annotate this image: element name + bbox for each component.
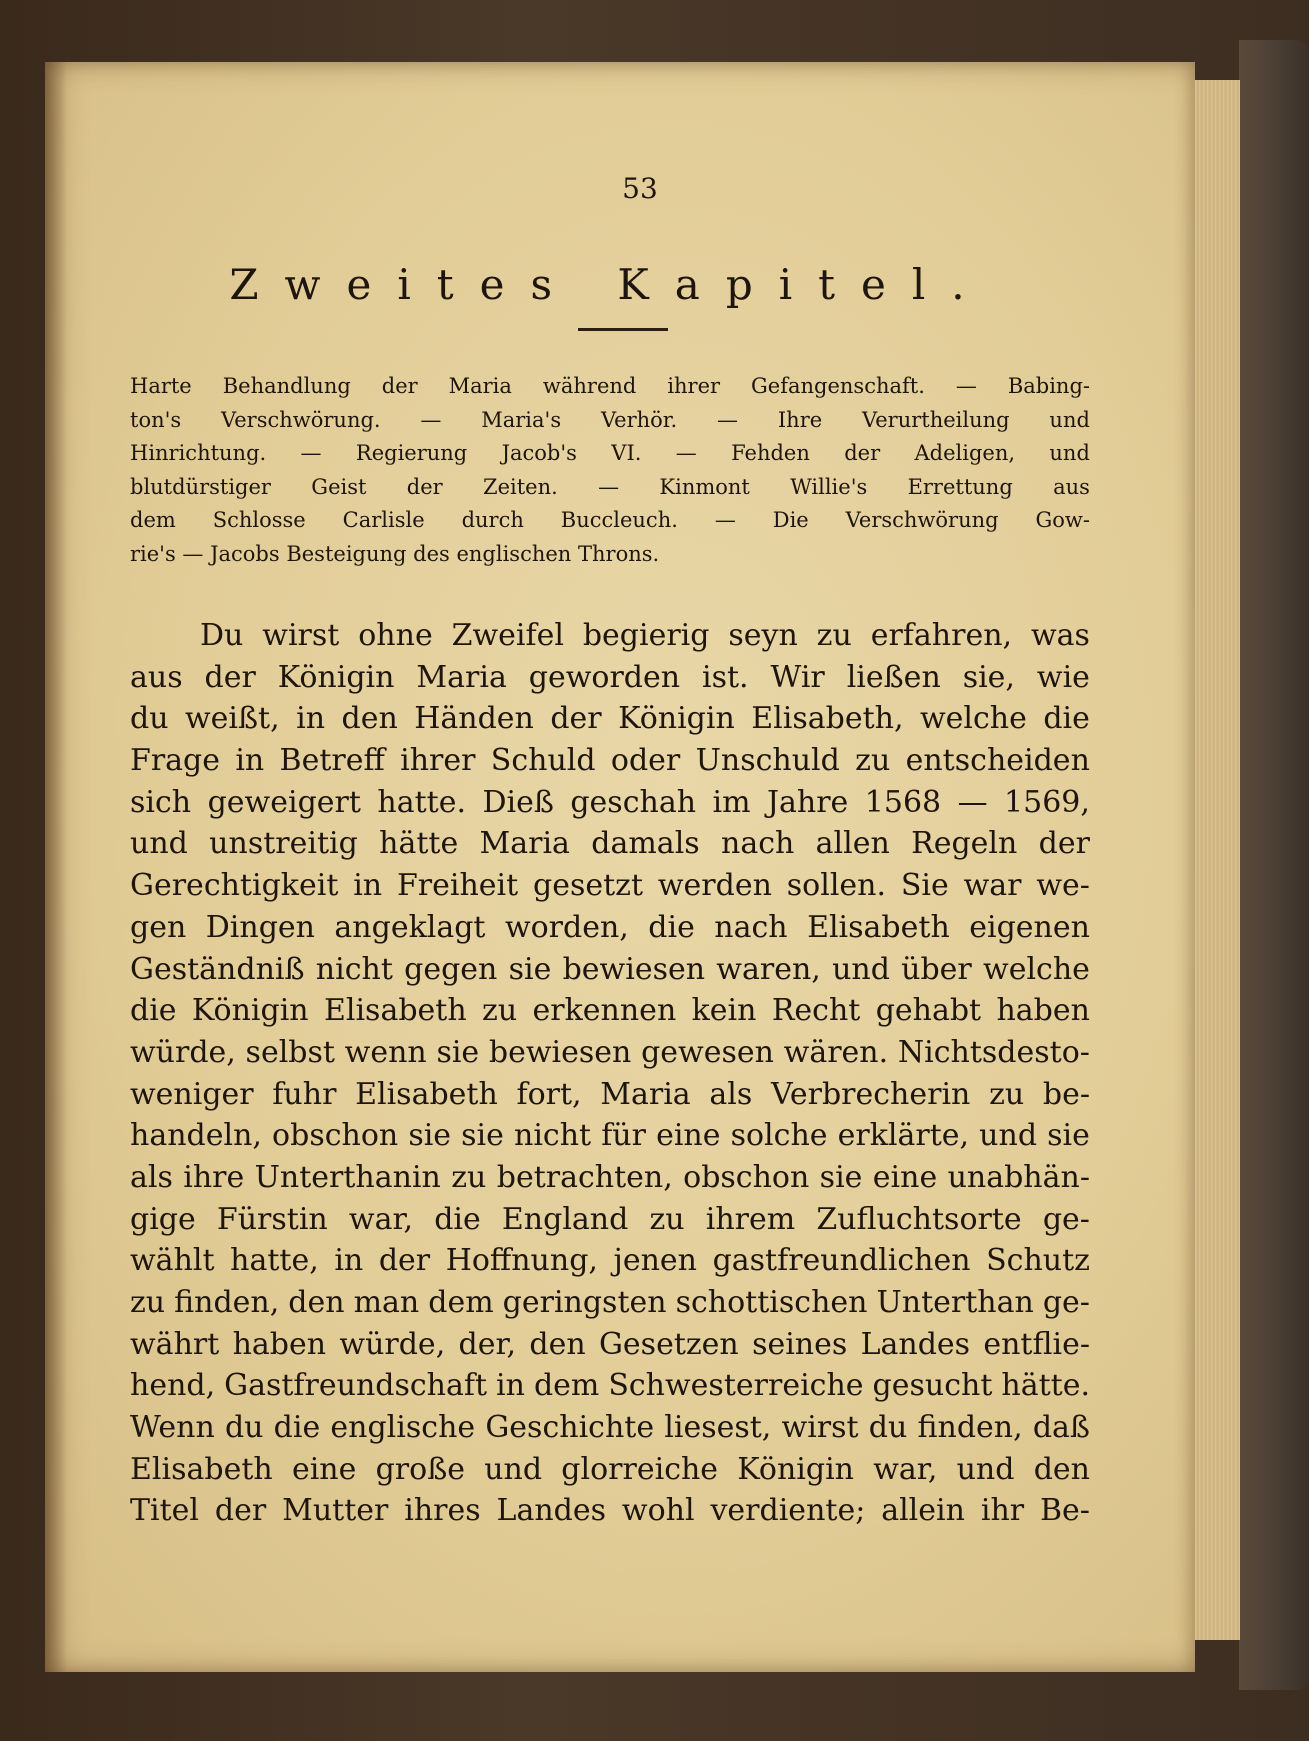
body-word: der bbox=[378, 1243, 431, 1279]
body-word: man bbox=[353, 1285, 420, 1320]
body-word: obschon bbox=[683, 1159, 810, 1195]
body-word: die bbox=[130, 993, 177, 1029]
chapter-summary bbox=[130, 370, 1090, 571]
body-word: du bbox=[130, 701, 169, 737]
body-word: selbst bbox=[245, 1034, 335, 1070]
summary-word: Kinmont bbox=[659, 474, 750, 499]
summary-word: VI. bbox=[611, 441, 642, 465]
summary-line: rie's — Jacobs Besteigung des englischen Throns. bbox=[130, 541, 660, 566]
body-word: wenn bbox=[344, 1034, 427, 1070]
body-word: ihres bbox=[404, 1493, 481, 1529]
body-word: Elisabeth, bbox=[751, 701, 904, 737]
body-word: nicht bbox=[315, 951, 393, 987]
body-word: zu bbox=[451, 1159, 487, 1195]
body-word: als bbox=[709, 1076, 753, 1112]
body-line bbox=[130, 865, 1090, 907]
body-word: Titel bbox=[130, 1493, 200, 1529]
body-word: wären. bbox=[783, 1034, 889, 1070]
body-word: hatte, bbox=[230, 1243, 319, 1279]
summary-word: — bbox=[714, 508, 736, 532]
body-word: in bbox=[235, 743, 265, 779]
body-line bbox=[130, 698, 1090, 740]
body-word: Zufluchtsorte bbox=[816, 1201, 1022, 1237]
body-word: Wenn bbox=[130, 1410, 215, 1446]
body-word: würde, bbox=[339, 1326, 446, 1362]
summary-word: — bbox=[420, 407, 442, 432]
body-word: den bbox=[529, 1326, 586, 1362]
body-word: war bbox=[963, 868, 1022, 904]
body-word: Dingen bbox=[205, 909, 315, 945]
body-word: gesetzt bbox=[533, 868, 644, 904]
body-word: worden, bbox=[504, 909, 629, 945]
summary-word: durch bbox=[461, 508, 524, 532]
summary-word: ihrer bbox=[667, 374, 721, 398]
body-word: Wir bbox=[770, 659, 825, 695]
body-word: zu bbox=[130, 1285, 166, 1320]
body-word: und bbox=[979, 1118, 1038, 1154]
body-word: nach bbox=[714, 909, 788, 945]
body-word: jenen bbox=[613, 1243, 697, 1279]
body-word: und bbox=[956, 1451, 1015, 1487]
body-line bbox=[130, 1449, 1090, 1491]
body-word: handeln, bbox=[130, 1118, 262, 1154]
body-word: Betreff bbox=[279, 743, 385, 779]
body-line bbox=[130, 1365, 1090, 1407]
body-line bbox=[130, 1199, 1090, 1241]
page-gutter-shadow bbox=[45, 62, 67, 1672]
summary-word: Verhör. bbox=[600, 407, 678, 432]
body-word: nach bbox=[721, 826, 795, 862]
body-word: Gesetzen bbox=[598, 1326, 739, 1362]
body-word: Maria bbox=[479, 826, 570, 862]
summary-word: während bbox=[542, 374, 637, 398]
body-word: we- bbox=[1036, 868, 1090, 904]
body-word: Freiheit bbox=[396, 868, 519, 904]
body-word: Mutter bbox=[282, 1493, 389, 1529]
body-word: glorreiche bbox=[561, 1451, 719, 1487]
summary-word: ton's bbox=[130, 407, 182, 432]
body-word: gewesen bbox=[641, 1034, 774, 1070]
summary-word: und bbox=[1049, 441, 1090, 465]
body-word: Du bbox=[200, 618, 244, 653]
summary-word: Ihre bbox=[777, 407, 823, 432]
body-word: unabhän- bbox=[947, 1159, 1090, 1195]
body-line bbox=[130, 1407, 1090, 1449]
body-word: eine bbox=[291, 1451, 357, 1487]
body-word: entscheiden bbox=[905, 743, 1090, 779]
body-word: die bbox=[648, 909, 695, 945]
body-word: Geständniß bbox=[130, 951, 305, 987]
summary-line bbox=[130, 370, 1090, 404]
summary-word: Behandlung bbox=[222, 374, 351, 398]
body-line bbox=[130, 1490, 1090, 1532]
body-word: damals bbox=[591, 826, 700, 862]
body-word: ihr bbox=[980, 1493, 1025, 1529]
body-word: seines bbox=[752, 1326, 848, 1362]
body-line bbox=[130, 1032, 1090, 1074]
body-word: wählt bbox=[130, 1243, 215, 1279]
body-line bbox=[130, 782, 1090, 824]
summary-line bbox=[130, 504, 1090, 538]
body-word: Geschichte bbox=[485, 1410, 655, 1446]
body-word: die bbox=[434, 1201, 481, 1237]
book-cover-edge bbox=[1239, 40, 1309, 1690]
body-word: werden bbox=[657, 868, 772, 904]
body-word: Nichtsdesto- bbox=[897, 1034, 1090, 1070]
summary-word: — bbox=[955, 374, 977, 398]
summary-word: — bbox=[717, 407, 739, 432]
body-word: solche bbox=[730, 1118, 828, 1154]
body-word: in bbox=[353, 868, 383, 904]
body-word: Unschuld bbox=[695, 743, 840, 779]
body-line bbox=[130, 1157, 1090, 1199]
body-word: haben bbox=[996, 993, 1090, 1029]
body-word: Landes bbox=[496, 1493, 607, 1529]
body-word: ohne bbox=[358, 618, 433, 653]
body-word: der bbox=[1038, 826, 1090, 862]
body-word: Königin bbox=[737, 1451, 855, 1487]
body-word: ge- bbox=[1042, 1201, 1090, 1237]
body-word: betrachten, bbox=[496, 1159, 673, 1195]
body-word: ließen bbox=[846, 659, 941, 695]
body-line bbox=[130, 990, 1090, 1032]
body-word: liesest, bbox=[664, 1410, 772, 1446]
body-word: Elisabeth bbox=[130, 1451, 273, 1487]
body-word: im bbox=[712, 784, 751, 820]
body-word: dem bbox=[533, 1368, 600, 1404]
body-word: Landes bbox=[860, 1326, 971, 1362]
summary-word: Buccleuch. bbox=[560, 508, 678, 532]
body-word: dem bbox=[428, 1285, 494, 1320]
body-word: Elisabeth bbox=[323, 993, 467, 1029]
body-word: der bbox=[550, 701, 602, 737]
body-word: der bbox=[214, 1493, 267, 1529]
body-word: Königin bbox=[618, 701, 735, 737]
body-word: Königin bbox=[277, 659, 395, 695]
body-word: fort, bbox=[516, 1076, 582, 1112]
body-line bbox=[130, 1324, 1090, 1366]
body-line bbox=[130, 740, 1090, 782]
body-word: Maria bbox=[416, 659, 507, 695]
summary-word: Maria bbox=[448, 374, 512, 398]
body-word: in bbox=[496, 1368, 525, 1404]
body-word: den bbox=[341, 701, 398, 737]
body-line bbox=[130, 907, 1090, 949]
body-word: aus bbox=[130, 659, 183, 695]
body-word: geweigert bbox=[207, 784, 361, 820]
body-word: Gastfreundschaft bbox=[224, 1368, 488, 1404]
body-word: welche bbox=[919, 701, 1027, 737]
body-word: erklärte, bbox=[837, 1118, 970, 1154]
body-word: gige bbox=[130, 1201, 196, 1237]
body-line bbox=[130, 1074, 1090, 1116]
body-word: Gerechtigkeit bbox=[130, 868, 339, 904]
summary-word: — bbox=[300, 441, 322, 465]
summary-word: Babing- bbox=[1007, 374, 1090, 398]
body-word: über bbox=[901, 951, 972, 987]
summary-word: und bbox=[1049, 407, 1090, 432]
body-word: obschon bbox=[272, 1118, 399, 1154]
body-word: begierig bbox=[582, 618, 710, 653]
body-word: zu bbox=[816, 618, 852, 653]
summary-line bbox=[130, 404, 1090, 438]
body-word: Zweifel bbox=[451, 618, 564, 653]
body-paragraph bbox=[130, 615, 1090, 1532]
body-word: wirst bbox=[781, 1410, 859, 1446]
page-number: 53 bbox=[622, 172, 658, 205]
body-line bbox=[130, 615, 1090, 657]
body-word: große bbox=[375, 1451, 465, 1487]
body-word: eine bbox=[656, 1118, 721, 1154]
body-word: 1568 bbox=[864, 784, 942, 820]
body-word: Elisabeth bbox=[807, 909, 950, 945]
body-word: sie bbox=[408, 1118, 452, 1154]
body-word: gesucht bbox=[872, 1368, 993, 1404]
body-word: welche bbox=[983, 951, 1090, 987]
body-word: Sie bbox=[900, 868, 949, 904]
body-word: Unterthan bbox=[876, 1285, 1034, 1320]
summary-word: Regierung bbox=[355, 441, 468, 465]
body-word: sie bbox=[461, 1118, 504, 1154]
body-word: waren, bbox=[716, 951, 821, 987]
body-word: weniger bbox=[130, 1076, 254, 1112]
body-word: verdiente; bbox=[710, 1493, 866, 1529]
body-word: be- bbox=[1042, 1076, 1090, 1112]
body-word: haben bbox=[232, 1326, 327, 1362]
body-line bbox=[130, 1240, 1090, 1282]
body-word: wie bbox=[1036, 659, 1090, 695]
body-word: hatte. bbox=[377, 784, 466, 820]
body-word: ihrer bbox=[400, 743, 476, 779]
summary-word: Die bbox=[772, 508, 809, 532]
body-word: Frage bbox=[130, 743, 220, 779]
body-word: kein bbox=[691, 993, 757, 1029]
summary-word: Verurtheilung bbox=[862, 407, 1010, 432]
body-word: die bbox=[273, 1410, 321, 1446]
body-word: finden, bbox=[917, 1410, 1023, 1446]
body-word: sie bbox=[508, 951, 552, 987]
body-word: gen bbox=[130, 909, 187, 945]
body-word: erfahren, bbox=[870, 618, 1013, 653]
body-word: gastfreundlichen bbox=[712, 1243, 971, 1279]
body-word: allein bbox=[881, 1493, 965, 1529]
summary-word: aus bbox=[1053, 474, 1090, 499]
summary-word: blutdürstiger bbox=[130, 474, 271, 499]
body-word: Maria bbox=[600, 1076, 691, 1112]
body-word: Regeln bbox=[911, 826, 1018, 862]
body-word: gegen bbox=[404, 951, 498, 987]
body-word: sollen. bbox=[786, 868, 887, 904]
body-word: fuhr bbox=[272, 1076, 337, 1112]
body-word: Unterthanin bbox=[254, 1159, 441, 1195]
body-word: sie bbox=[819, 1159, 863, 1195]
body-word: bewiesen bbox=[488, 1034, 632, 1070]
body-line bbox=[130, 1282, 1090, 1324]
body-word: sie bbox=[436, 1034, 480, 1070]
summary-word: Gefangenschaft. bbox=[751, 374, 925, 398]
summary-word: der bbox=[381, 374, 418, 398]
body-line bbox=[130, 949, 1090, 991]
body-word: ihre bbox=[183, 1159, 245, 1195]
body-word: hend, bbox=[130, 1368, 216, 1404]
body-word: du bbox=[868, 1410, 908, 1446]
body-word: unstreitig bbox=[209, 826, 358, 862]
body-word: und bbox=[130, 826, 188, 862]
summary-word: Adeligen, bbox=[914, 441, 1016, 465]
body-word: die bbox=[1043, 701, 1090, 737]
summary-word: — bbox=[675, 441, 697, 465]
body-word: hätte bbox=[379, 826, 459, 862]
body-word: Jahre bbox=[766, 784, 849, 820]
summary-line bbox=[130, 437, 1090, 471]
body-word: weißt, bbox=[184, 701, 280, 737]
body-word: zu bbox=[855, 743, 891, 779]
body-word: war, bbox=[348, 1201, 414, 1237]
summary-word: Carlisle bbox=[342, 508, 425, 532]
body-word: der bbox=[204, 659, 256, 695]
body-word: zu bbox=[482, 993, 518, 1029]
body-word: sie, bbox=[962, 659, 1015, 695]
summary-word: Fehden bbox=[731, 441, 810, 465]
body-word: Händen bbox=[414, 701, 534, 737]
body-word: Recht bbox=[771, 993, 861, 1029]
summary-word: Jacob's bbox=[501, 441, 577, 465]
title-divider bbox=[578, 328, 668, 331]
summary-word: der bbox=[844, 441, 881, 465]
body-word: Hoffnung, bbox=[445, 1243, 598, 1279]
summary-word: Errettung bbox=[907, 474, 1013, 499]
summary-word: Schlosse bbox=[212, 508, 306, 532]
body-word: zu bbox=[649, 1201, 685, 1237]
body-word: schottischen bbox=[675, 1285, 868, 1320]
body-word: englische bbox=[330, 1410, 476, 1446]
chapter-title: Zweites Kapitel. bbox=[229, 260, 991, 309]
body-word: ge- bbox=[1042, 1285, 1090, 1320]
body-word: Be- bbox=[1040, 1493, 1090, 1529]
body-line bbox=[130, 657, 1090, 699]
body-word: den bbox=[288, 1285, 345, 1320]
body-word: hätte. bbox=[1001, 1368, 1090, 1404]
body-word: oder bbox=[610, 743, 681, 779]
summary-word: Zeiten. bbox=[482, 474, 558, 499]
summary-word: Harte bbox=[130, 374, 192, 398]
body-word: wohl bbox=[621, 1493, 695, 1529]
body-word: in bbox=[296, 701, 326, 737]
body-word: zu bbox=[989, 1076, 1025, 1112]
body-word: war, bbox=[873, 1451, 938, 1487]
body-word: Verbrecherin bbox=[770, 1076, 971, 1112]
summary-word: Willie's bbox=[790, 474, 868, 499]
body-word: seyn bbox=[728, 618, 798, 653]
body-word: daß bbox=[1032, 1410, 1090, 1446]
body-word: den bbox=[1033, 1451, 1090, 1487]
body-line bbox=[130, 823, 1090, 865]
body-word: für bbox=[601, 1118, 646, 1154]
body-word: der, bbox=[458, 1326, 517, 1362]
body-word: gehabt bbox=[875, 993, 982, 1029]
summary-word: — bbox=[598, 474, 620, 499]
summary-line bbox=[130, 471, 1090, 505]
body-word: Schuld bbox=[490, 743, 596, 779]
summary-word: Hinrichtung. bbox=[130, 441, 267, 465]
body-word: — bbox=[957, 784, 988, 820]
body-word: in bbox=[334, 1243, 364, 1279]
summary-word: Geist bbox=[311, 474, 367, 499]
summary-word: Maria's bbox=[481, 407, 562, 432]
summary-word: der bbox=[406, 474, 443, 499]
body-word: als bbox=[130, 1159, 173, 1195]
body-line bbox=[130, 1115, 1090, 1157]
body-word: nicht bbox=[514, 1118, 592, 1154]
body-word: du bbox=[224, 1410, 264, 1446]
body-word: würde, bbox=[130, 1034, 236, 1070]
body-word: und bbox=[832, 951, 890, 987]
body-word: Elisabeth bbox=[355, 1076, 498, 1112]
body-word: Schwesterreiche bbox=[608, 1368, 864, 1404]
body-word: eigenen bbox=[969, 909, 1090, 945]
body-word: bewiesen bbox=[562, 951, 706, 987]
body-word: erkennen bbox=[532, 993, 677, 1029]
summary-word: Verschwörung bbox=[845, 508, 999, 532]
body-word: währt bbox=[130, 1326, 220, 1362]
body-word: finden, bbox=[174, 1285, 280, 1320]
summary-word: Gow- bbox=[1035, 508, 1090, 532]
body-word: wirst bbox=[262, 618, 340, 653]
body-word: und bbox=[484, 1451, 543, 1487]
body-word: ist. bbox=[702, 659, 749, 695]
body-word: eine bbox=[872, 1159, 938, 1195]
summary-word: dem bbox=[130, 508, 176, 532]
body-word: Schutz bbox=[986, 1243, 1090, 1279]
body-word: angeklagt bbox=[334, 909, 486, 945]
body-word: England bbox=[501, 1201, 629, 1237]
body-word: allen bbox=[815, 826, 890, 862]
body-word: entflie- bbox=[983, 1326, 1090, 1362]
body-word: ihrem bbox=[705, 1201, 796, 1237]
body-word: 1569, bbox=[1004, 784, 1090, 820]
body-word: was bbox=[1030, 618, 1090, 653]
body-word: sich bbox=[130, 784, 192, 820]
summary-word: Verschwörung. bbox=[221, 407, 381, 432]
body-word: Dieß bbox=[482, 784, 554, 820]
body-word: geringsten bbox=[502, 1285, 667, 1320]
body-word: geworden bbox=[528, 659, 681, 695]
body-word: Fürstin bbox=[216, 1201, 328, 1237]
body-word: geschah bbox=[570, 784, 697, 820]
body-word: sie bbox=[1047, 1118, 1090, 1154]
body-word: Königin bbox=[191, 993, 309, 1029]
